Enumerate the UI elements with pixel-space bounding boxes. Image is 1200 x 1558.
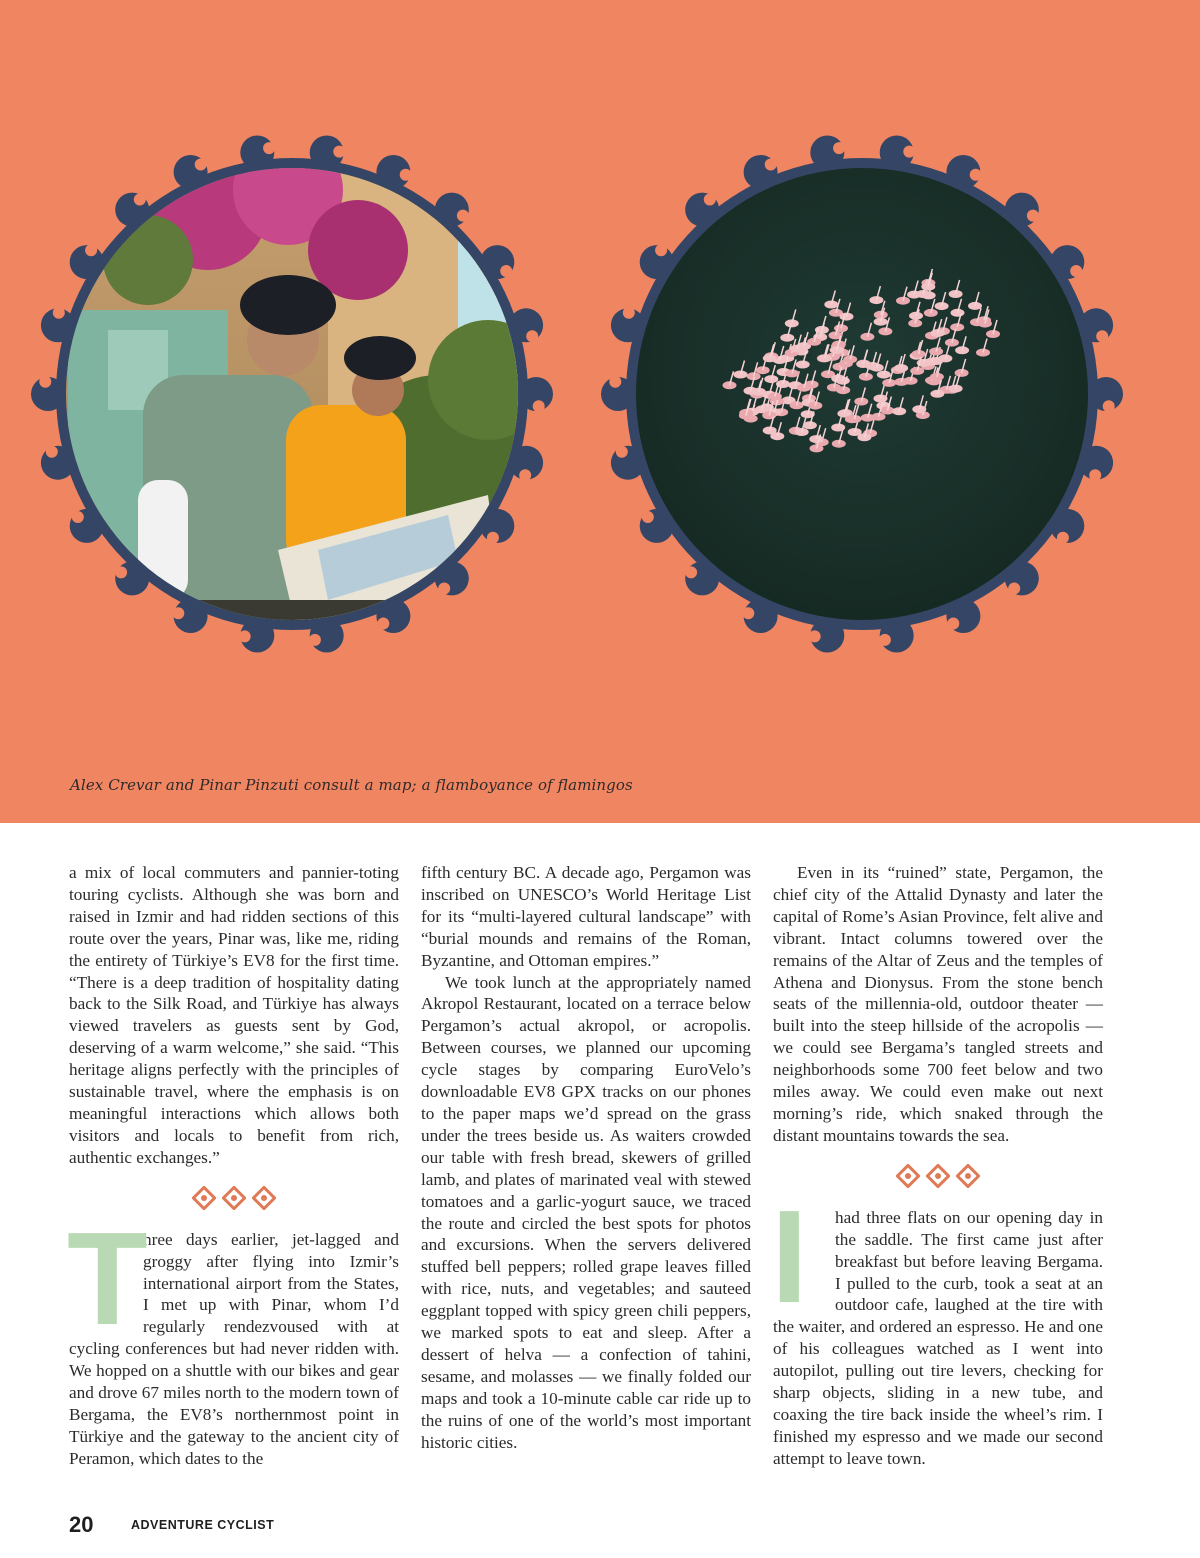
body-paragraph: hree days earlier, jet-lagged and groggy after flying into Izmir’s international airport from the States, I met up with Pinar, whom I’d regularly rendezvoused with at cycling conferences but had never ridden with. We hopped on a shuttle with our bikes and gear and drove 67 miles north to the modern town of Bergama, the EV8’s northernmost point in Türkiye and the gateway to the ancient city of Peramon, which dates to the	[69, 1229, 399, 1468]
photo-caption: Alex Crevar and Pinar Pinzuti consult a map; a flamboyance of flamingos	[70, 776, 633, 794]
flamingo	[896, 297, 910, 305]
diamond-ornament-icon	[192, 1186, 216, 1210]
flamingo	[859, 373, 873, 381]
flamingo	[818, 354, 832, 362]
flamingo	[764, 375, 778, 383]
body-paragraph: fifth century BC. A decade ago, Pergamon was inscribed on UNESCO’s World Heritage List for its “multi-layered cultural landscape” with “burial mounds and remains of the Roman, Byzantine, and Ottoman empires.”	[421, 863, 751, 970]
flamingo	[790, 401, 804, 409]
section-divider	[773, 1164, 1103, 1188]
flamingo	[949, 290, 963, 298]
flamingo	[874, 318, 888, 326]
flamingo	[912, 350, 926, 358]
flamingo	[916, 290, 930, 298]
magazine-name: ADVENTURE CYCLIST	[131, 1518, 275, 1532]
article-column-1	[69, 862, 399, 1470]
body-paragraph: a mix of local commuters and pannier-toting touring cyclists. Although she was born and raised in Izmir and had ridden sections of this route over the years, Pinar was, like me, riding the entirety of Türkiye’s EV8 for the first time. “There is a deep tradition of hospitality dating back to the Silk Road, and Türkiye has always viewed travelers as guests sent by God, deserving of a warm welcome,” she said. “This heritage aligns perfectly with the principles of sustainable travel, where the emphasis is on meaningful interactions which allows both visitors and locals to benefit from rich, authentic exchanges.”	[69, 863, 399, 1167]
flamingo	[921, 283, 935, 291]
article-column-3	[773, 862, 1103, 1470]
page-number: 20	[69, 1512, 94, 1537]
flamingo	[785, 319, 799, 327]
flamingo	[785, 369, 799, 377]
flamingo	[949, 385, 963, 393]
diamond-ornament-icon	[956, 1164, 980, 1188]
drop-cap: I	[771, 1182, 808, 1330]
body-paragraph: Even in its “ruined” state, Pergamon, the chief city of the Attalid Dynasty and later the capital of Rome’s Asian Province, felt alive and vibrant. Intact columns towered over the remains of the Altar of Zeus and the temples of Athena and Dionysus. From the stone bench seats of the millennia-old, outdoor theater — built into the steep hillside of the acropolis — we could see Bergama’s tangled streets and neighborhoods some 700 feet below and two miles away. We could even make out next morning’s ride, which snaked through the distant mountains towards the sea.	[773, 863, 1103, 1145]
flamingos-photo	[598, 130, 1126, 658]
flamingo	[894, 364, 908, 372]
flamingo	[756, 366, 770, 374]
body-paragraph: had three flats on our opening day in the saddle. The first came just after breakfast but before leaving Bergama. I pulled to the curb, took a seat at an outdoor cafe, laughed at the tire with the waiter, and ordered an espresso. He and one of his colleagues watched as I went into autopilot, pulling out tire levers, checking for sharp objects, sliding in a new tube, and coaxing the tire back inside the wheel’s rim. I finished my espresso and we made our second attempt to leave town.	[773, 1207, 1103, 1468]
flamingo	[836, 377, 850, 385]
flamingo	[935, 302, 949, 310]
diamond-ornament-icon	[222, 1186, 246, 1210]
diamond-ornament-icon	[896, 1164, 920, 1188]
diamond-ornament-icon	[926, 1164, 950, 1188]
flamingo	[955, 369, 969, 377]
drop-cap: T	[67, 1204, 148, 1352]
flamingo	[780, 334, 794, 342]
cyclists-photo	[28, 130, 556, 658]
flamingo	[950, 323, 964, 331]
article-column-2	[421, 862, 751, 1453]
flamingo	[808, 402, 822, 410]
flamingo	[809, 435, 823, 443]
flamingo	[929, 348, 943, 356]
flamingo	[832, 440, 846, 448]
diamond-ornament-icon	[252, 1186, 276, 1210]
body-paragraph: We took lunch at the appropriately named Akropol Restaurant, located on a terrace below Pergamon’s actual akropol, or acropolis. Between courses, we planned our upcoming cycle stages by comparing EuroVelo’s downloadable EV8 GPX tracks on our phones to the paper maps we’d spread on the grass under the trees beside us. As waiters crowded our table with fresh bread, skewers of grilled lamb, and plates of marinated veal with stewed tomatoes and a garlic-yogurt sauce, we traced the route and circled the best spots for photos and excursions. When the servers delivered stuffed bell peppers; rolled grape leaves filled with rice, nuts, and vegetables; and sauteed eggplant topped with spicy green chili peppers, we marked spots to eat and sleep. After a dessert of helva — a confection of tahini, sesame, and molasses — we finally folded our maps and took a 10-minute cable car ride up to the ruins of one of the world’s most important historic cities.	[421, 972, 751, 1452]
flamingo	[824, 301, 838, 309]
